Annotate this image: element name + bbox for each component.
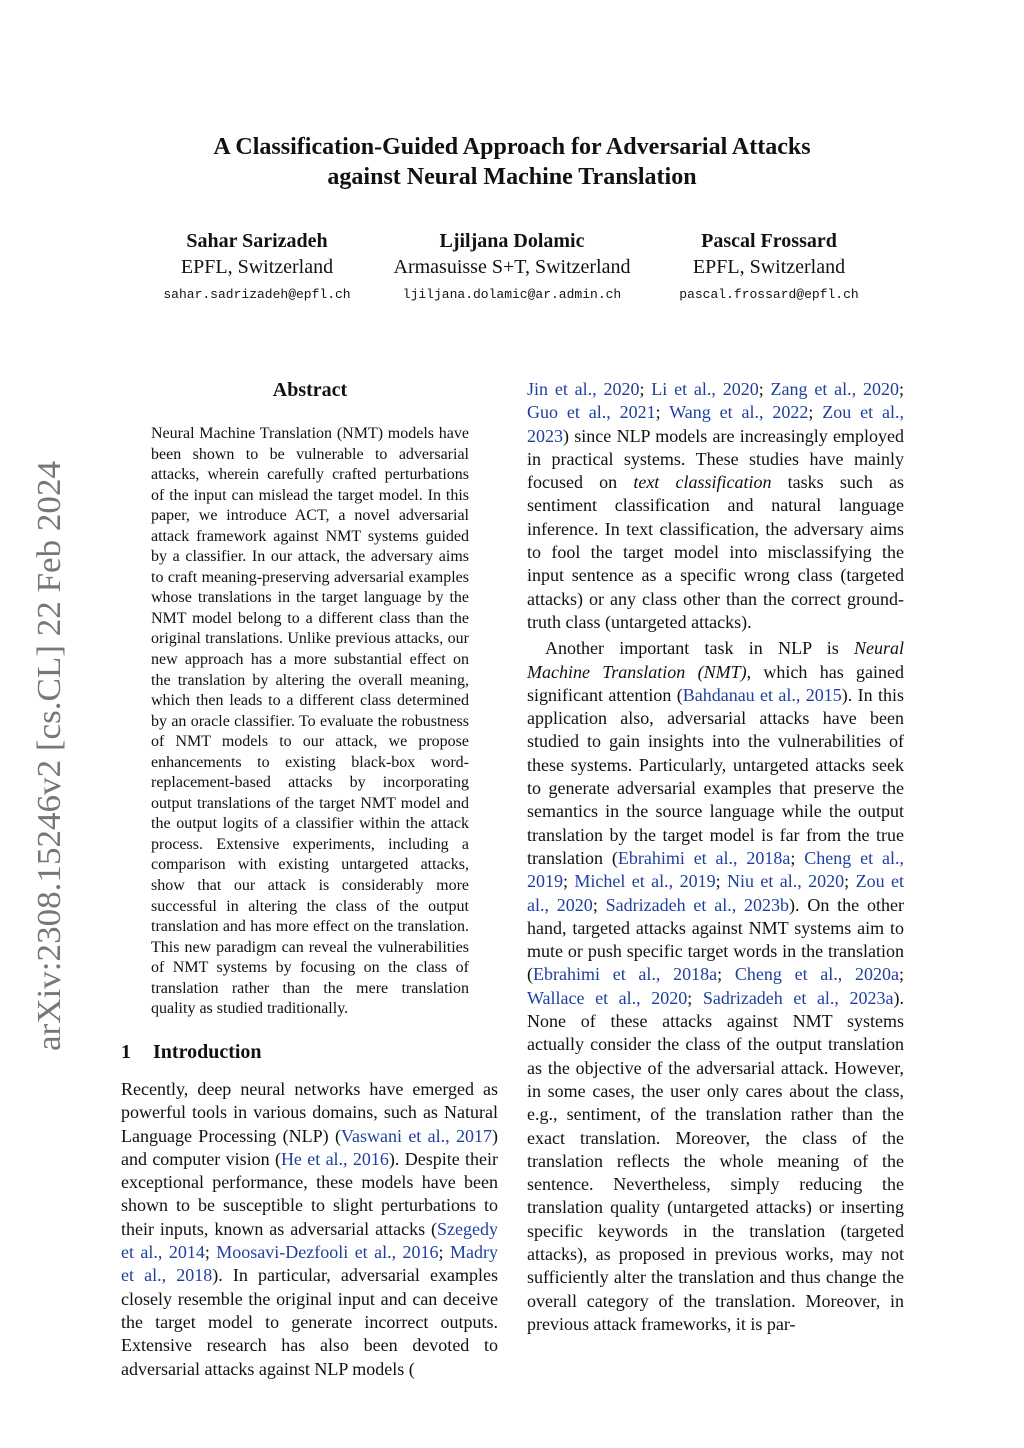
author-email[interactable]: sahar.sadrizadeh@epfl.ch bbox=[163, 287, 351, 302]
text-run: ). Despite their exceptional performance, these models have been shown to be susceptible to slight perturbations to their inputs, known as adversarial attacks ( bbox=[121, 1148, 499, 1239]
citation-link[interactable]: Michel et al., 2019 bbox=[574, 871, 716, 892]
text-run: Recently, deep neural networks have emerged as powerful tools in various domains, such as Natural Language Processing (NLP) ( bbox=[121, 1079, 498, 1146]
text-run: ). None of these attacks against NMT systems actually consider the class of the output translation as the objective of the adversarial attack. However, in some cases, the user only cares about the class, e.g., sentiment, of the translation rather than the exact translation. Moreover, the class of the translation reflects the whole meaning of the sentence. Nevertheless, simply reducing the translation quality (untargeted attacks) or inserting specific keywords in the translation (targeted attacks), as proposed in previous works, may not sufficiently alter the translation and thus change the overall category of the translation. Moreover, in previous attack frameworks, it is par- bbox=[527, 987, 904, 1334]
arxiv-stamp-graphic bbox=[14, 455, 76, 1055]
citation-separator: ; bbox=[592, 894, 606, 915]
citation-link[interactable]: Sadrizadeh et al., 2023a bbox=[702, 987, 894, 1008]
citation-link[interactable]: Zou et al., 2020 bbox=[527, 871, 904, 915]
citation-link[interactable]: Cheng et al., 2019 bbox=[527, 847, 904, 892]
citation-link[interactable]: Szegedy et al., 2014 bbox=[121, 1218, 498, 1263]
text-run: , which has gained significant attention ( bbox=[527, 661, 904, 705]
citation-separator: ; bbox=[204, 1242, 217, 1263]
text-run: ) since NLP models are increasingly employed in practical systems. These studies have mainly focused on bbox=[527, 425, 904, 493]
text-run: ). In this application also, adversarial attacks have been studied to gain insights into the vulnerabilities of these systems. Particularly, untargeted attacks seek to generate adversarial examples that preserve the semantics in the source language while the output translation by the target model is far from the true translation ( bbox=[527, 684, 904, 868]
citation-separator: ; bbox=[715, 871, 727, 892]
intro-paragraph-1-continued bbox=[527, 378, 904, 634]
citation-link[interactable]: Wallace et al., 2020 bbox=[527, 987, 688, 1008]
citation-separator: ; bbox=[563, 871, 575, 892]
author-email[interactable]: ljiljana.dolamic@ar.admin.ch bbox=[402, 287, 622, 302]
citation-link[interactable]: Cheng et al., 2020a bbox=[734, 964, 899, 985]
arxiv-id-text: arXiv:2308.15246v2 [cs.CL] 22 Feb 2024 bbox=[31, 478, 68, 1051]
citation-link[interactable]: He et al., 2016 bbox=[280, 1148, 389, 1169]
title-line-1: A Classification-Guided Approach for Adversarial Attacks bbox=[213, 134, 811, 160]
author-affiliation: EPFL, Switzerland bbox=[692, 256, 846, 278]
abstract-text: Neural Machine Translation (NMT) models have been shown to be vulnerable to adversarial attacks, wherein carefully crafted perturbations of the input can mislead the target model. In this paper, we introduce ACT, a novel adversarial attack framework against NMT systems guided by a classifier. In our attack, the adversary aims to craft meaning-preserving adversarial examples whose translations in the target language by the NMT model belong to a different class than the original translations. Unlike previous attacks, our new approach has a more substantial effect on the translation by altering the overall meaning, which then leads to a different class determined by an oracle classifier. To evaluate the robustness of NMT models to our attack, we propose enhancements to existing black-box word-replacement-based attacks by incorporating output translations of the target NMT model and the output logits of a classifier within the attack process. Extensive experiments, including a comparison with existing untargeted attacks, show that our attack is considerably more successful in altering the class of the output translation and has more effect on the translation. This new paradigm can reveal the vulnerabilities of NMT systems by focusing on the class of translation rather than the mere translation quality as studied traditionally. bbox=[151, 425, 469, 1018]
citation-separator: ; bbox=[898, 379, 904, 399]
citation-separator: ; bbox=[438, 1242, 450, 1263]
author-affiliation: EPFL, Switzerland bbox=[180, 256, 334, 278]
abstract-heading: Abstract bbox=[272, 379, 348, 401]
text-run: ). In particular, adversarial examples closely resemble the original input and can deceive the target model to generate incorrect outputs. Extensive research has also been devoted to adversarial attacks against NLP models ( bbox=[121, 1265, 499, 1379]
title-line-2: against Neural Machine Translation bbox=[327, 164, 697, 190]
citation-separator: ; bbox=[687, 987, 703, 1008]
citation-link[interactable]: Wang et al., 2022 bbox=[669, 402, 809, 423]
text-run: ) and computer vision ( bbox=[121, 1125, 498, 1169]
arxiv-identifier-stamp bbox=[14, 455, 76, 1055]
citation-link[interactable]: Madry et al., 2018 bbox=[121, 1242, 498, 1286]
intro-paragraph-2 bbox=[527, 637, 904, 1336]
right-column bbox=[527, 378, 904, 1336]
citation-separator: ; bbox=[844, 871, 856, 892]
citation-separator: ; bbox=[758, 379, 771, 399]
author-block bbox=[140, 229, 374, 304]
citation-link[interactable]: Ebrahimi et al., 2018a bbox=[617, 847, 791, 868]
citation-separator: ; bbox=[655, 402, 670, 423]
citation-link[interactable]: Sadrizadeh et al., 2023b bbox=[605, 894, 790, 915]
section-number: 1 bbox=[121, 1041, 131, 1063]
text-run: tasks such as sentiment classification and natural language inference. In text classification, the adversary aims to fool the target model into misclassifying the input sentence as a specific wrong class (targeted attacks) or any class other than the correct ground-truth class (untargeted attacks). bbox=[527, 472, 904, 632]
author-email[interactable]: pascal.frossard@epfl.ch bbox=[679, 287, 859, 302]
section-title: Introduction bbox=[153, 1041, 262, 1063]
citation-link[interactable]: Ebrahimi et al., 2018a bbox=[533, 964, 718, 985]
text-run: Another important task in NLP is bbox=[545, 638, 854, 659]
intro-paragraph-1 bbox=[121, 1078, 498, 1381]
author-name: Ljiljana Dolamic bbox=[439, 230, 585, 252]
citation-separator: ; bbox=[717, 964, 735, 985]
author-name: Sahar Sarizadeh bbox=[186, 230, 328, 252]
citation-separator: ; bbox=[790, 847, 805, 868]
author-name: Pascal Frossard bbox=[701, 230, 837, 252]
citation-link[interactable]: Niu et al., 2020 bbox=[726, 871, 845, 892]
citation-separator: ; bbox=[899, 964, 905, 985]
citation-link[interactable]: Li et al., 2020 bbox=[651, 379, 759, 399]
emphasis: text classification bbox=[633, 472, 772, 493]
citation-link[interactable]: Vaswani et al., 2017 bbox=[340, 1125, 492, 1146]
citation-link[interactable]: Bahdanau et al., 2015 bbox=[682, 684, 842, 705]
citation-link[interactable]: Zang et al., 2020 bbox=[770, 379, 899, 399]
citation-link[interactable]: Zou et al., 2023 bbox=[527, 402, 904, 446]
author-block bbox=[664, 229, 874, 304]
section-heading-introduction bbox=[121, 1040, 262, 1064]
emphasis: Neural Machine Translation (NMT) bbox=[527, 638, 904, 682]
citation-separator: ; bbox=[639, 379, 652, 399]
citation-link[interactable]: Jin et al., 2020 bbox=[527, 379, 640, 399]
author-block bbox=[378, 229, 646, 304]
paper-title bbox=[120, 132, 904, 192]
citation-link[interactable]: Guo et al., 2021 bbox=[527, 402, 656, 423]
citation-link[interactable]: Moosavi-Dezfooli et al., 2016 bbox=[216, 1242, 439, 1263]
text-run: ). On the other hand, targeted attacks against NMT systems aim to mute or push specific target words in the translation ( bbox=[527, 894, 904, 985]
citation-separator: ; bbox=[808, 402, 823, 423]
author-affiliation: Armasuisse S+T, Switzerland bbox=[393, 256, 631, 278]
